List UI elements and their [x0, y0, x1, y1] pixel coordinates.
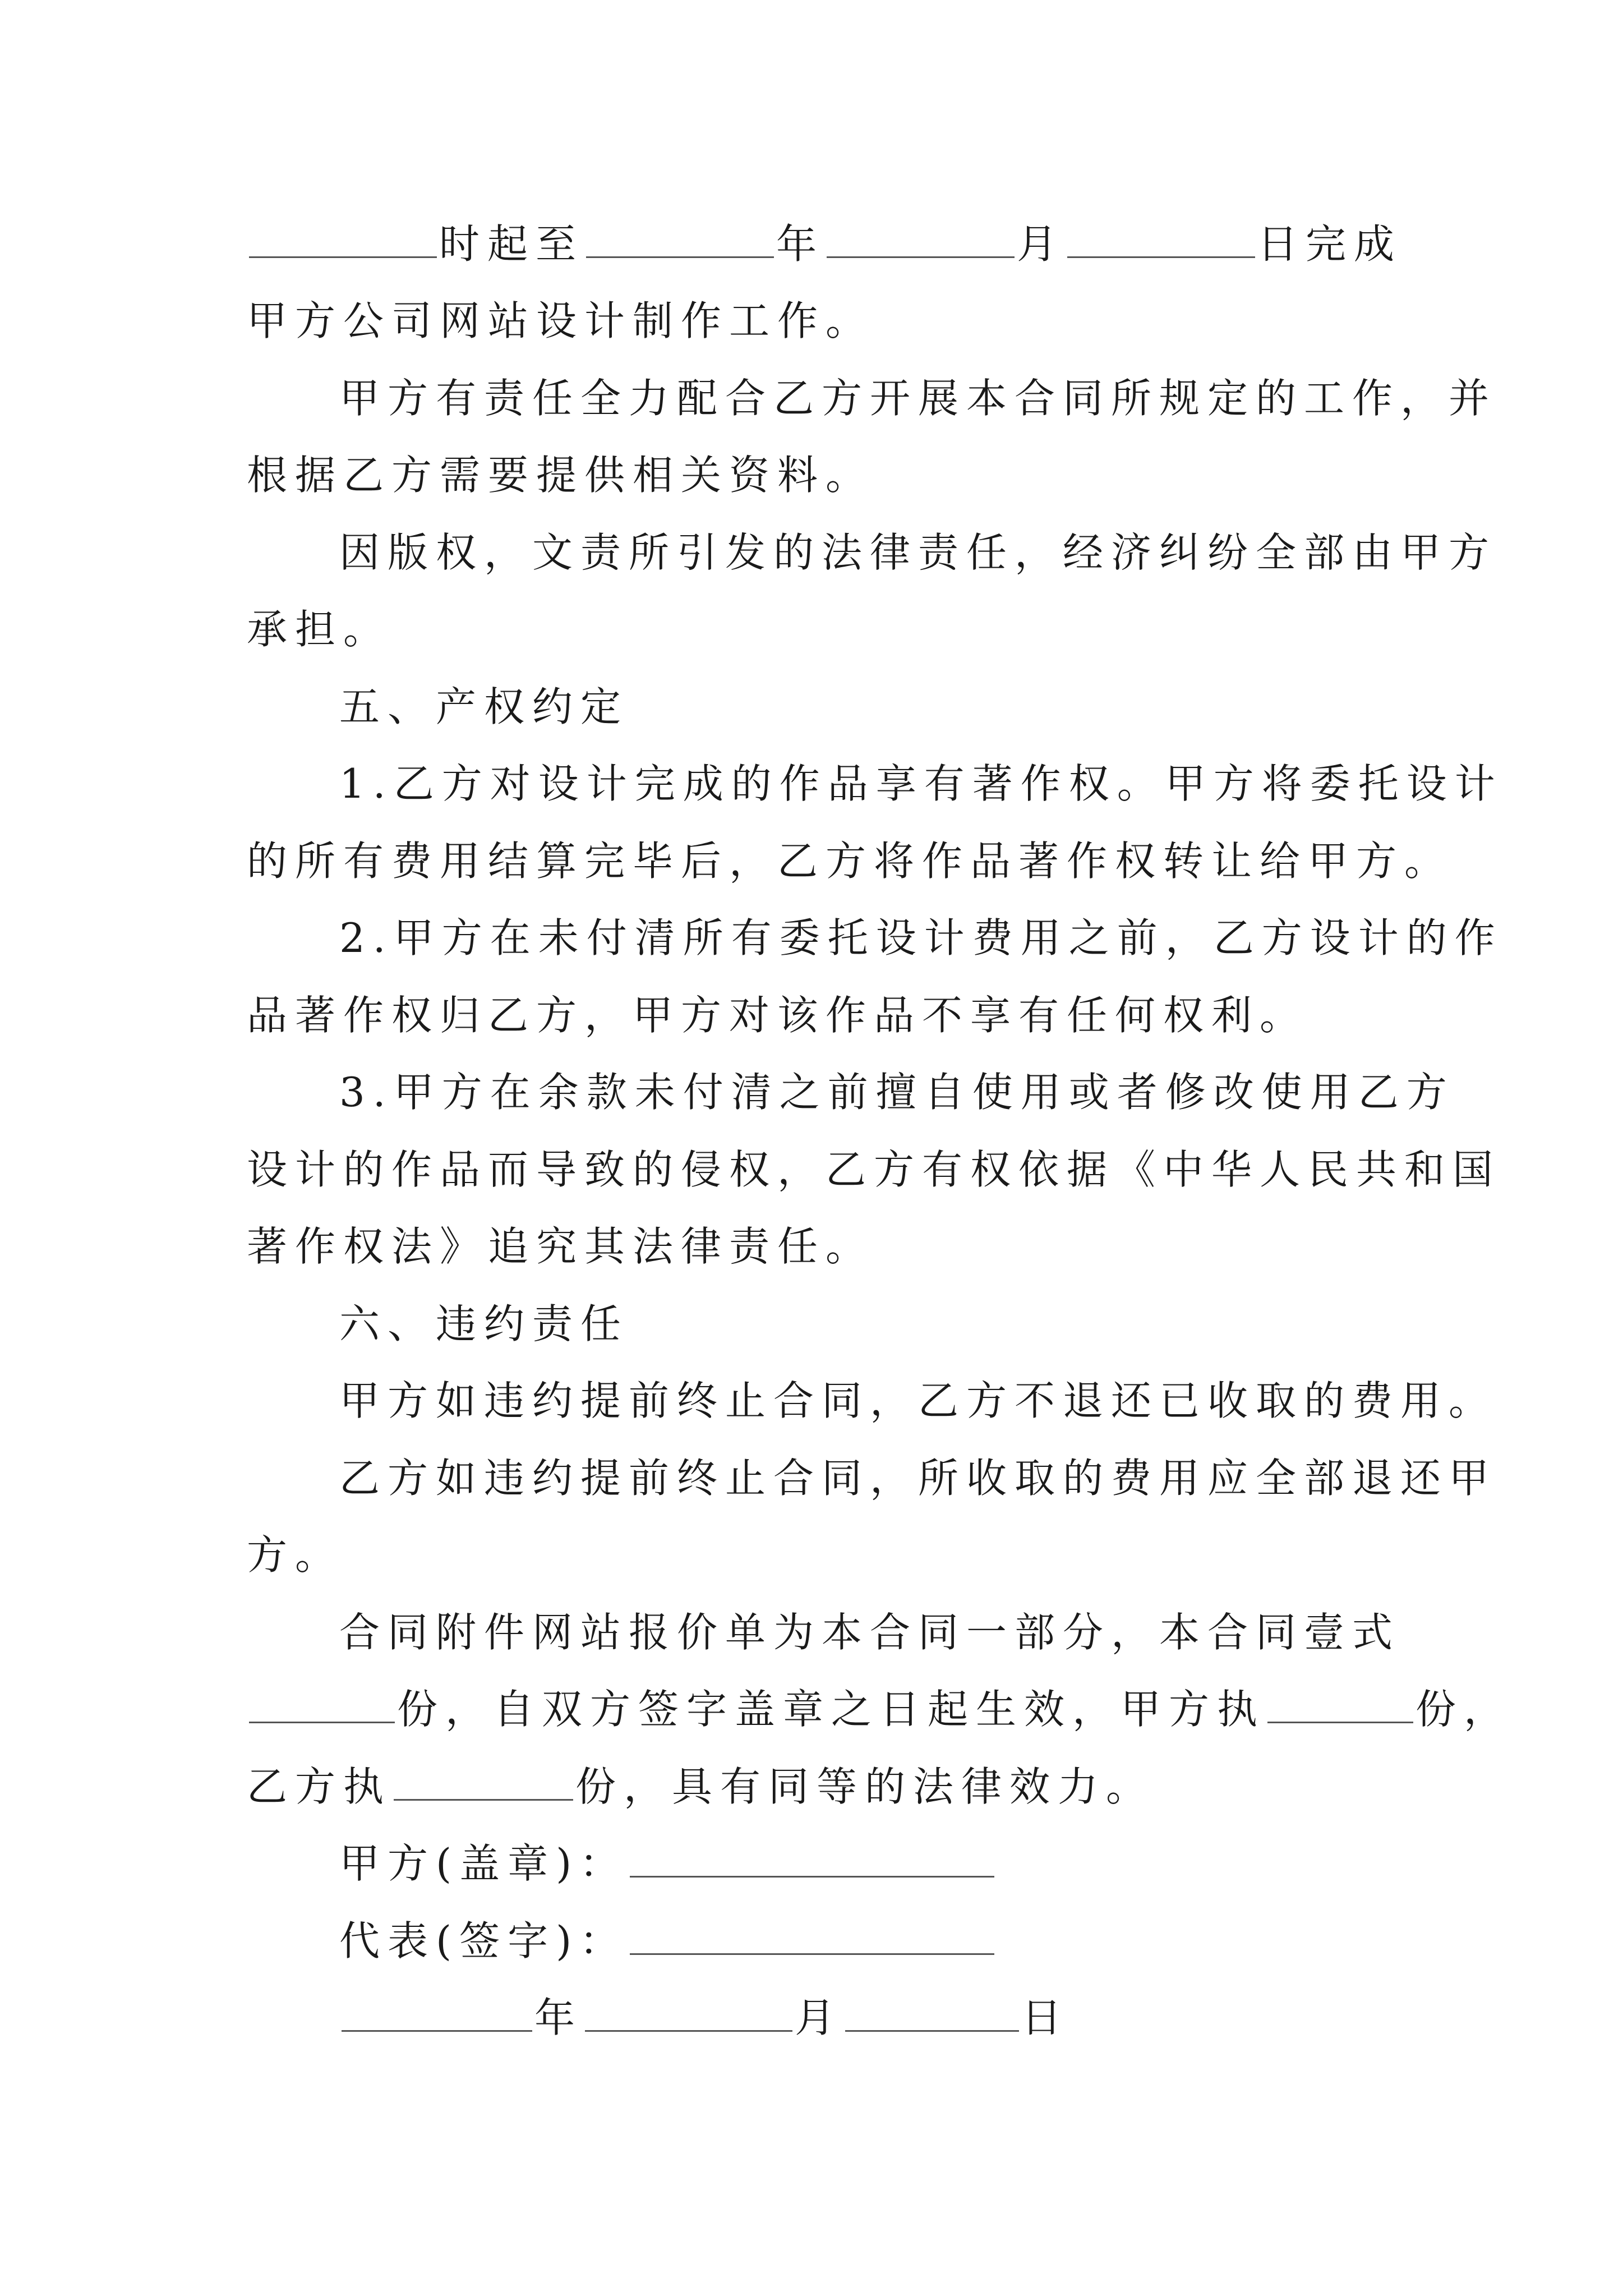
completion-date-line	[247, 216, 1402, 272]
text: 年	[776, 220, 825, 268]
blank-field	[586, 256, 774, 258]
text: 年	[534, 1994, 583, 2041]
paragraph-line: 设计的作品而导致的侵权，乙方有权依据《中华人民共和国	[247, 1146, 1501, 1193]
signature-blank-field	[630, 1953, 994, 1955]
text: 日完成	[1257, 220, 1403, 268]
paragraph-line: 1.乙方对设计完成的作品享有著作权。甲方将委托设计	[339, 760, 1503, 807]
paragraph-line: 方。	[247, 1531, 344, 1579]
text: 份，具有同等的法律效力。	[575, 1763, 1155, 1810]
paragraph-line: 的所有费用结算完毕后，乙方将作品著作权转让给甲方。	[247, 838, 1453, 885]
paragraph-line: 3.甲方在余款未付清之前擅自使用或者修改使用乙方	[339, 1069, 1455, 1116]
section-heading: 五、产权约定	[339, 683, 629, 730]
blank-field	[249, 256, 437, 258]
text: 日	[1021, 1994, 1070, 2041]
seal-blank-field	[630, 1875, 994, 1878]
text: 乙方执	[247, 1763, 392, 1810]
paragraph-line: 甲方如违约提前终止合同，乙方不退还已收取的费用。	[339, 1377, 1497, 1424]
blank-field	[585, 2030, 792, 2032]
blank-field	[845, 2030, 1019, 2032]
paragraph-line: 甲方公司网站设计制作工作。	[247, 297, 874, 344]
paragraph-line: 根据乙方需要提供相关资料。	[247, 452, 874, 499]
signing-date-line	[339, 1990, 1069, 2046]
paragraph-line: 乙方如违约提前终止合同，所收取的费用应全部退还甲	[339, 1455, 1497, 1502]
text: 月	[795, 1994, 843, 2041]
party-a-seal-line	[339, 1835, 997, 1892]
seal-label: 甲方(盖章)：	[339, 1840, 628, 1887]
representative-signature-line	[339, 1913, 997, 1969]
paragraph-line: 著作权法》追究其法律责任。	[247, 1223, 874, 1270]
blank-field	[249, 1721, 395, 1723]
blank-field	[394, 1798, 573, 1801]
text: 份，自双方签字盖章之日起生效，甲方执	[397, 1686, 1266, 1733]
copies-line	[247, 1759, 1154, 1815]
blank-field	[1267, 1721, 1413, 1723]
paragraph-line: 承担。	[247, 606, 392, 653]
paragraph-line: 2.甲方在未付清所有委托设计费用之前，乙方设计的作	[339, 914, 1503, 961]
copies-line	[247, 1681, 1512, 1737]
blank-field	[342, 2030, 532, 2032]
signature-label: 代表(签字)：	[339, 1917, 628, 1964]
paragraph-line: 甲方有责任全力配合乙方开展本合同所规定的工作，并	[339, 375, 1497, 422]
blank-field	[827, 256, 1015, 258]
text: 月	[1017, 220, 1066, 268]
paragraph-line: 合同附件网站报价单为本合同一部分，本合同壹式	[339, 1609, 1401, 1656]
text: 时起至	[439, 220, 584, 268]
section-heading: 六、违约责任	[339, 1300, 629, 1347]
paragraph-line: 品著作权归乙方，甲方对该作品不享有任何权利。	[247, 992, 1308, 1039]
blank-field	[1067, 256, 1255, 258]
paragraph-line: 因版权，文责所引发的法律责任，经济纠纷全部由甲方	[339, 529, 1497, 576]
text: 份，	[1415, 1686, 1513, 1733]
